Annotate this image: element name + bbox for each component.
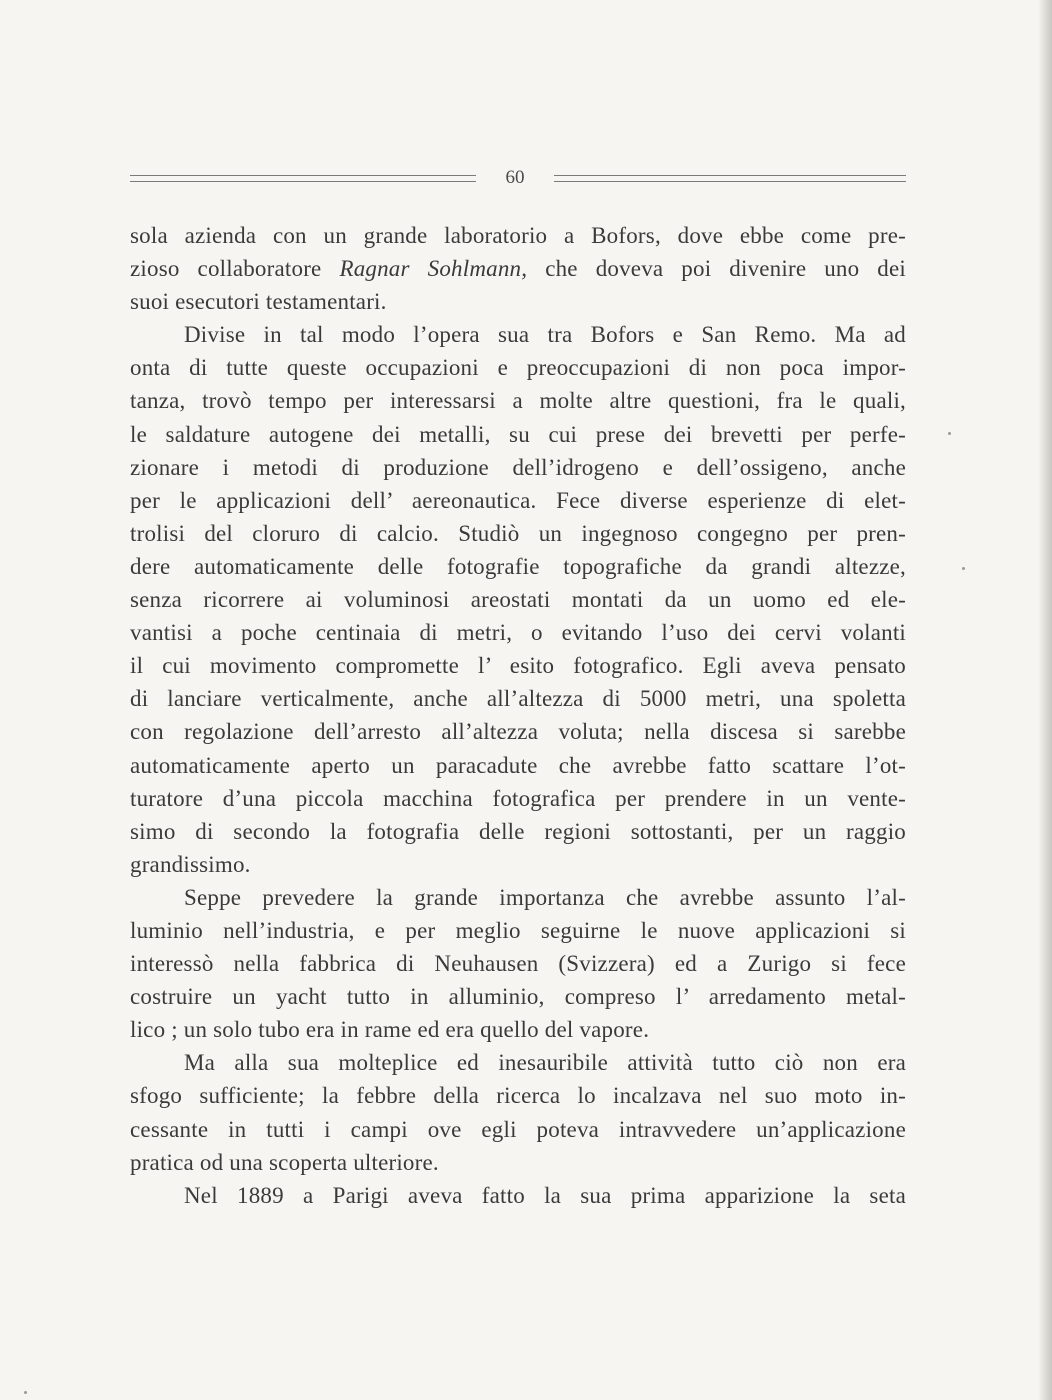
text-line: Seppe prevedere la grande importanza che avrebbe assunto l’al- [184, 884, 906, 910]
text-line: onta di tutte queste occupazioni e preoccupazioni di non poca impor- [130, 355, 906, 381]
text-line: di lanciare verticalmente, anche all’altezza di 5000 metri, una spoletta [130, 686, 906, 712]
text-line: zionare i metodi di produzione dell’idrogeno e dell’ossigeno, anche [130, 454, 906, 480]
text-segment: zioso collaboratore [130, 256, 340, 282]
header-rule-right [554, 175, 906, 182]
text-line: con regolazione dell’arresto all’altezza voluta; nella discesa si sarebbe [130, 719, 906, 745]
text-line: simo di secondo la fotografia delle regioni sottostanti, per un raggio [130, 818, 906, 844]
text-line: sfogo sufficiente; la febbre della ricerca lo incalzava nel suo moto in- [130, 1083, 906, 1109]
person-name: Ragnar Sohlmann, [339, 256, 528, 282]
header-rule-left [130, 175, 476, 182]
text-line [130, 252, 906, 285]
text-line: Ma alla sua molteplice ed inesauribile attività tutto ciò non era [184, 1050, 906, 1076]
speck [948, 432, 951, 435]
text-segment: che doveva poi divenire uno dei [527, 256, 907, 282]
text-line: turatore d’una piccola macchina fotografica per prendere in un vente- [130, 785, 906, 811]
text-line: le saldature autogene dei metalli, su cui prese dei brevetti per perfe- [130, 421, 906, 447]
text-line: il cui movimento compromette l’ esito fotografico. Egli aveva pensato [130, 653, 906, 679]
text-line: tanza, trovò tempo per interessarsi a molte altre questioni, fra le quali, [130, 388, 906, 414]
text-line: grandissimo. [130, 851, 251, 877]
text-line: luminio nell’industria, e per meglio seguirne le nuove applicazioni si [130, 917, 906, 943]
text-line: suoi esecutori testamentari. [130, 289, 387, 315]
text-line: Divise in tal modo l’opera sua tra Bofors e San Remo. Ma ad [184, 322, 906, 348]
text-line: pratica od una scoperta ulteriore. [130, 1149, 439, 1175]
speck [24, 1391, 27, 1394]
text-line: trolisi del cloruro di calcio. Studiò un ingegnoso congegno per pren- [130, 520, 906, 546]
text-line: lico ; un solo tubo era in rame ed era quello del vapore. [130, 1017, 650, 1043]
page-header [130, 166, 906, 190]
text-line: cessante in tutti i campi ove egli poteva intravvedere un’applicazione [130, 1116, 906, 1142]
speck [962, 567, 965, 570]
text-line: senza ricorrere ai voluminosi areostati montati da un uomo ed ele- [130, 587, 906, 613]
text-line: dere automaticamente delle fotografie topografiche da grandi altezze, [130, 553, 906, 579]
text-line: Nel 1889 a Parigi aveva fatto la sua prima apparizione la seta [184, 1182, 906, 1208]
text-line: automaticamente aperto un paracadute che avrebbe fatto scattare l’ot- [130, 752, 906, 778]
text-line: interessò nella fabbrica di Neuhausen (Svizzera) ed a Zurigo si fece [130, 951, 906, 977]
text-line: vantisi a poche centinaia di metri, o evitando l’uso dei cervi volanti [130, 620, 906, 646]
text-line: costruire un yacht tutto in alluminio, compreso l’ arredamento metal- [130, 984, 906, 1010]
page-edge-shadow [1038, 0, 1052, 1400]
text-line: per le applicazioni dell’ aereonautica. Fece diverse esperienze di elet- [130, 487, 906, 513]
body-text [130, 219, 906, 1212]
text-line: sola azienda con un grande laboratorio a Bofors, dove ebbe come pre- [130, 223, 906, 248]
page-number: 60 [505, 167, 525, 188]
